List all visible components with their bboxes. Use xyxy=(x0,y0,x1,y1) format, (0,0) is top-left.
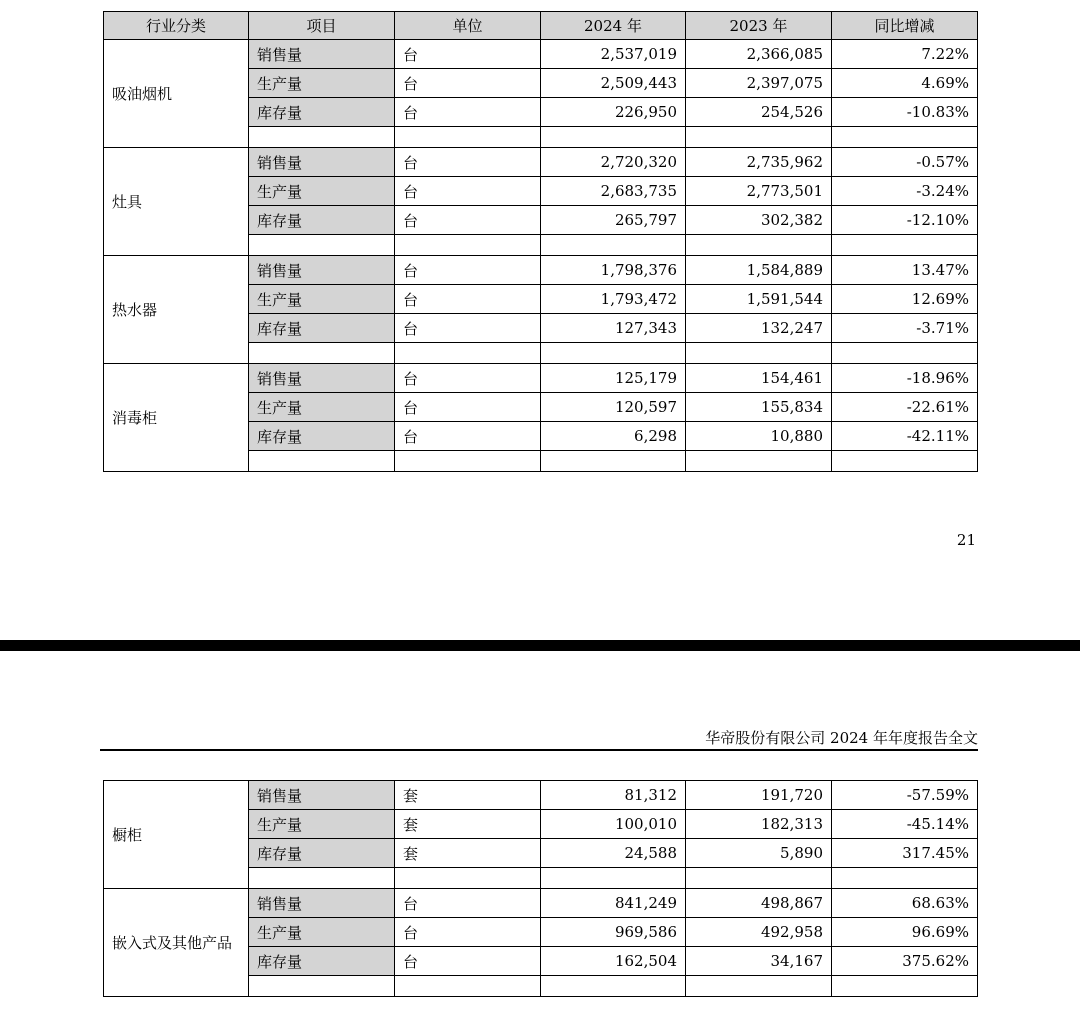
value-2023-cell: 302,382 xyxy=(686,206,832,235)
empty-cell xyxy=(832,235,978,256)
unit-cell: 台 xyxy=(395,393,541,422)
unit-cell: 台 xyxy=(395,947,541,976)
change-cell: 4.69% xyxy=(832,69,978,98)
value-2023-cell: 2,366,085 xyxy=(686,40,832,69)
value-2024-cell: 1,798,376 xyxy=(541,256,686,285)
header-unit: 单位 xyxy=(395,12,541,40)
value-2024-cell: 100,010 xyxy=(541,810,686,839)
empty-cell xyxy=(832,868,978,889)
category-cell: 橱柜 xyxy=(104,781,249,889)
change-cell: -0.57% xyxy=(832,148,978,177)
value-2024-cell: 127,343 xyxy=(541,314,686,343)
empty-cell xyxy=(686,451,832,472)
change-cell: -10.83% xyxy=(832,98,978,127)
value-2023-cell: 182,313 xyxy=(686,810,832,839)
category-cell: 吸油烟机 xyxy=(104,40,249,148)
table-row xyxy=(104,889,978,918)
value-2023-cell: 498,867 xyxy=(686,889,832,918)
change-cell: 7.22% xyxy=(832,40,978,69)
empty-cell xyxy=(249,127,395,148)
unit-cell: 套 xyxy=(395,810,541,839)
empty-cell xyxy=(395,451,541,472)
value-2023-cell: 492,958 xyxy=(686,918,832,947)
unit-cell: 台 xyxy=(395,206,541,235)
header-change: 同比增减 xyxy=(832,12,978,40)
value-2024-cell: 2,509,443 xyxy=(541,69,686,98)
unit-cell: 台 xyxy=(395,98,541,127)
item-cell: 库存量 xyxy=(249,839,395,868)
item-cell: 销售量 xyxy=(249,889,395,918)
unit-cell: 套 xyxy=(395,781,541,810)
item-cell: 销售量 xyxy=(249,148,395,177)
page-number: 21 xyxy=(956,531,976,549)
unit-cell: 台 xyxy=(395,918,541,947)
empty-cell xyxy=(686,127,832,148)
empty-cell xyxy=(686,343,832,364)
empty-cell xyxy=(832,451,978,472)
unit-cell: 台 xyxy=(395,69,541,98)
item-cell: 生产量 xyxy=(249,69,395,98)
empty-cell xyxy=(395,235,541,256)
table-row xyxy=(104,40,978,69)
value-2023-cell: 34,167 xyxy=(686,947,832,976)
item-cell: 库存量 xyxy=(249,98,395,127)
value-2023-cell: 2,397,075 xyxy=(686,69,832,98)
value-2024-cell: 162,504 xyxy=(541,947,686,976)
change-cell: -18.96% xyxy=(832,364,978,393)
value-2023-cell: 5,890 xyxy=(686,839,832,868)
unit-cell: 台 xyxy=(395,148,541,177)
value-2023-cell: 254,526 xyxy=(686,98,832,127)
empty-cell xyxy=(541,451,686,472)
table-row xyxy=(104,256,978,285)
unit-cell: 台 xyxy=(395,285,541,314)
empty-cell xyxy=(832,127,978,148)
value-2023-cell: 1,591,544 xyxy=(686,285,832,314)
category-cell: 灶具 xyxy=(104,148,249,256)
empty-cell xyxy=(249,976,395,997)
production-sales-table xyxy=(103,11,978,472)
value-2023-cell: 10,880 xyxy=(686,422,832,451)
empty-cell xyxy=(832,343,978,364)
value-2024-cell: 2,720,320 xyxy=(541,148,686,177)
unit-cell: 台 xyxy=(395,889,541,918)
item-cell: 销售量 xyxy=(249,364,395,393)
empty-cell xyxy=(395,343,541,364)
item-cell: 库存量 xyxy=(249,947,395,976)
empty-cell xyxy=(541,127,686,148)
value-2023-cell: 1,584,889 xyxy=(686,256,832,285)
value-2024-cell: 969,586 xyxy=(541,918,686,947)
production-sales-table-continued xyxy=(103,780,978,997)
empty-cell xyxy=(541,235,686,256)
empty-cell xyxy=(541,343,686,364)
change-cell: 13.47% xyxy=(832,256,978,285)
item-cell: 生产量 xyxy=(249,285,395,314)
empty-cell xyxy=(395,868,541,889)
report-header-title: 华帝股份有限公司 2024 年年度报告全文 xyxy=(705,729,978,747)
value-2024-cell: 2,683,735 xyxy=(541,177,686,206)
value-2023-cell: 2,735,962 xyxy=(686,148,832,177)
item-cell: 销售量 xyxy=(249,256,395,285)
change-cell: -57.59% xyxy=(832,781,978,810)
change-cell: -3.24% xyxy=(832,177,978,206)
empty-cell xyxy=(541,868,686,889)
item-cell: 生产量 xyxy=(249,393,395,422)
value-2024-cell: 841,249 xyxy=(541,889,686,918)
value-2024-cell: 24,588 xyxy=(541,839,686,868)
value-2024-cell: 2,537,019 xyxy=(541,40,686,69)
value-2023-cell: 155,834 xyxy=(686,393,832,422)
change-cell: 317.45% xyxy=(832,839,978,868)
empty-cell xyxy=(249,343,395,364)
value-2023-cell: 191,720 xyxy=(686,781,832,810)
empty-cell xyxy=(249,868,395,889)
header-2024: 2024 年 xyxy=(541,12,686,40)
item-cell: 生产量 xyxy=(249,810,395,839)
empty-cell xyxy=(249,451,395,472)
unit-cell: 台 xyxy=(395,314,541,343)
change-cell: 68.63% xyxy=(832,889,978,918)
category-cell: 消毒柜 xyxy=(104,364,249,472)
empty-cell xyxy=(395,127,541,148)
value-2024-cell: 81,312 xyxy=(541,781,686,810)
empty-cell xyxy=(832,976,978,997)
change-cell: 12.69% xyxy=(832,285,978,314)
empty-cell xyxy=(686,235,832,256)
value-2023-cell: 132,247 xyxy=(686,314,832,343)
item-cell: 库存量 xyxy=(249,314,395,343)
value-2024-cell: 125,179 xyxy=(541,364,686,393)
empty-cell xyxy=(541,976,686,997)
table-header-row xyxy=(104,12,978,40)
header-category: 行业分类 xyxy=(104,12,249,40)
unit-cell: 台 xyxy=(395,364,541,393)
item-cell: 生产量 xyxy=(249,918,395,947)
value-2023-cell: 2,773,501 xyxy=(686,177,832,206)
page-separator xyxy=(0,640,1080,651)
unit-cell: 台 xyxy=(395,422,541,451)
empty-cell xyxy=(249,235,395,256)
value-2024-cell: 120,597 xyxy=(541,393,686,422)
value-2024-cell: 226,950 xyxy=(541,98,686,127)
table-row xyxy=(104,781,978,810)
item-cell: 销售量 xyxy=(249,40,395,69)
table-row xyxy=(104,148,978,177)
change-cell: -3.71% xyxy=(832,314,978,343)
change-cell: -45.14% xyxy=(832,810,978,839)
value-2024-cell: 6,298 xyxy=(541,422,686,451)
category-cell: 热水器 xyxy=(104,256,249,364)
value-2024-cell: 1,793,472 xyxy=(541,285,686,314)
header-2023: 2023 年 xyxy=(686,12,832,40)
empty-cell xyxy=(395,976,541,997)
category-cell: 嵌入式及其他产品 xyxy=(104,889,249,997)
empty-cell xyxy=(686,976,832,997)
item-cell: 销售量 xyxy=(249,781,395,810)
change-cell: 375.62% xyxy=(832,947,978,976)
header-rule xyxy=(100,749,978,751)
change-cell: -12.10% xyxy=(832,206,978,235)
change-cell: 96.69% xyxy=(832,918,978,947)
item-cell: 生产量 xyxy=(249,177,395,206)
change-cell: -22.61% xyxy=(832,393,978,422)
value-2023-cell: 154,461 xyxy=(686,364,832,393)
change-cell: -42.11% xyxy=(832,422,978,451)
unit-cell: 套 xyxy=(395,839,541,868)
unit-cell: 台 xyxy=(395,177,541,206)
header-item: 项目 xyxy=(249,12,395,40)
empty-cell xyxy=(686,868,832,889)
unit-cell: 台 xyxy=(395,256,541,285)
value-2024-cell: 265,797 xyxy=(541,206,686,235)
item-cell: 库存量 xyxy=(249,206,395,235)
unit-cell: 台 xyxy=(395,40,541,69)
item-cell: 库存量 xyxy=(249,422,395,451)
table-row xyxy=(104,364,978,393)
